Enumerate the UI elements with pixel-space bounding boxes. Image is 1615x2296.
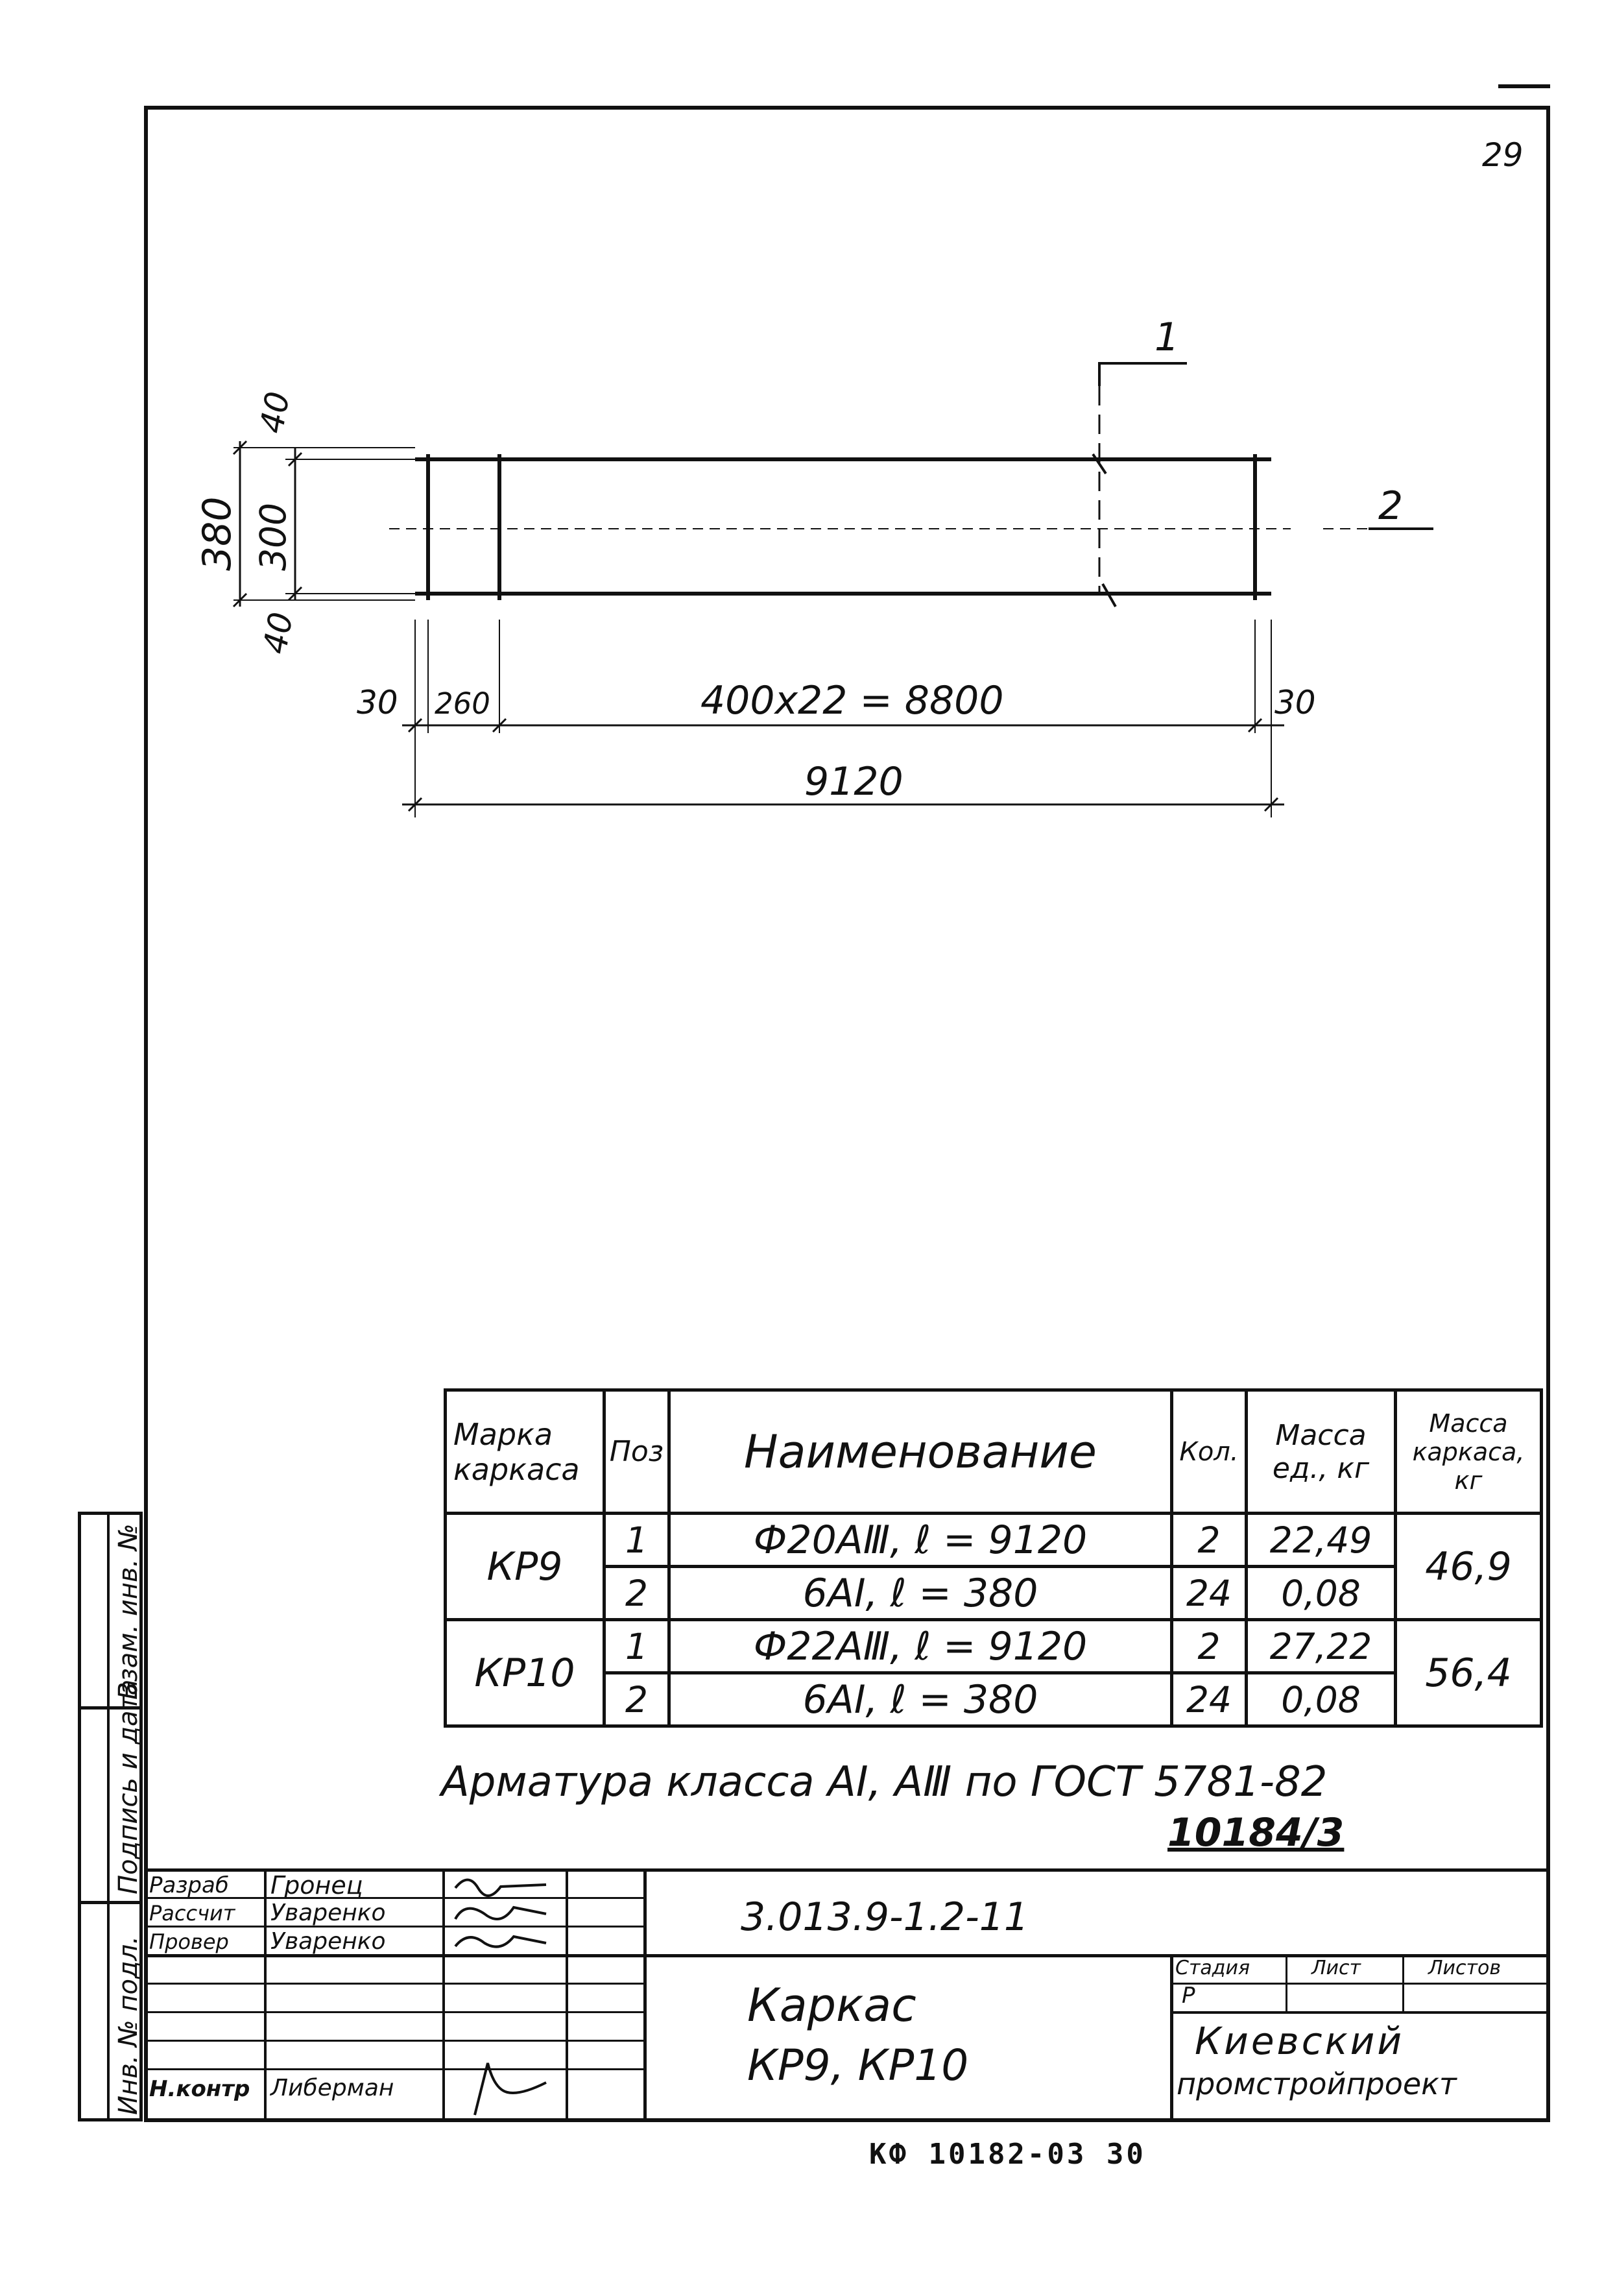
table-row [446, 1620, 1542, 1673]
row-name: Ф22АⅢ, ℓ = 9120 [669, 1620, 1172, 1673]
dim-total-length: 9120 [804, 759, 903, 804]
row-pos: 1 [604, 1514, 669, 1567]
row-qty: 24 [1172, 1567, 1247, 1620]
section-mark-label: 1 [1154, 315, 1180, 360]
role-label: Провер [149, 1929, 229, 1954]
position-mark-label: 2 [1378, 483, 1404, 529]
row-qty: 2 [1172, 1514, 1247, 1567]
header-pos: Поз [604, 1390, 669, 1514]
header-qty: Кол. [1172, 1390, 1247, 1514]
table-row [446, 1514, 1542, 1567]
header-name: Наименование [669, 1390, 1172, 1514]
reinforcement-note: Арматура класса АⅠ, АⅢ по ГОСТ 5781-82 [441, 1758, 1328, 1806]
dim-left-total: 380 [195, 496, 240, 571]
dim-spacing: 400x22 = 8800 [700, 678, 1004, 723]
row-pos: 1 [604, 1620, 669, 1673]
dim-end-left: 30 [357, 684, 398, 721]
row-name: Ф20АⅢ, ℓ = 9120 [669, 1514, 1172, 1567]
dim-left-top: 40 [252, 389, 297, 437]
row-pos: 2 [604, 1567, 669, 1620]
header-mark: Марка каркаса [446, 1390, 604, 1514]
header-mass-unit: Масса ед., кг [1247, 1390, 1396, 1514]
role-name: Гронец [270, 1871, 363, 1900]
title-block [144, 1868, 1550, 2121]
stage-label: Стадия [1175, 1957, 1250, 1979]
row-qty: 2 [1172, 1620, 1247, 1673]
stage-value: Р [1182, 1983, 1195, 2009]
row-pos: 2 [604, 1673, 669, 1726]
dim-left-mid: 300 [252, 503, 294, 571]
document-title-line1: Каркас [747, 1979, 916, 2032]
dim-end-right: 30 [1274, 684, 1316, 721]
row-mass: 0,08 [1247, 1673, 1396, 1726]
table-row [446, 1567, 1542, 1620]
row-mass-frame: 56,4 [1396, 1620, 1542, 1726]
role-name: Уваренко [270, 1928, 386, 1955]
side-inv-orig: Инв. № подл. [114, 1936, 143, 2115]
dim-first-span: 260 [435, 686, 490, 721]
spec-table [444, 1388, 1543, 1728]
header-mass-frame: Масса каркаса, кг [1396, 1390, 1542, 1514]
org-line2: промстройпроект [1177, 2066, 1457, 2101]
sheet-label: Лист [1311, 1957, 1361, 1979]
role-name: Уваренко [270, 1900, 386, 1926]
org-line1: Киевский [1195, 2019, 1405, 2063]
row-mass-frame: 46,9 [1396, 1514, 1542, 1620]
row-mass: 22,49 [1247, 1514, 1396, 1567]
row-name: 6АⅠ, ℓ = 380 [669, 1673, 1172, 1726]
row-mass: 0,08 [1247, 1567, 1396, 1620]
side-stamp [78, 1512, 143, 2121]
row-mass: 27,22 [1247, 1620, 1396, 1673]
row-mark: КР9 [446, 1514, 604, 1620]
signature-marks [449, 1868, 566, 2121]
side-sign-date: Подпись и дата [114, 1679, 143, 1894]
role-label: Н.контр [149, 2076, 250, 2102]
row-mark: КР10 [446, 1620, 604, 1726]
side-replace-inv: Взам. инв. № [114, 1523, 143, 1700]
sheet-number: 29 [1482, 136, 1524, 174]
archive-number: 10184/3 [1167, 1810, 1345, 1855]
role-label: Рассчит [149, 1901, 235, 1926]
footer-code: КФ 10182-03 30 [869, 2138, 1146, 2171]
row-name: 6АⅠ, ℓ = 380 [669, 1567, 1172, 1620]
document-code: 3.013.9-1.2-11 [741, 1894, 1029, 1940]
role-name: Либерман [270, 2075, 394, 2101]
dim-left-bottom: 40 [256, 609, 300, 657]
document-title-line2: КР9, КР10 [747, 2040, 969, 2090]
row-qty: 24 [1172, 1673, 1247, 1726]
sheets-label: Листов [1428, 1957, 1501, 1979]
frame-drawing [0, 0, 1615, 843]
table-row [446, 1673, 1542, 1726]
role-label: Разраб [149, 1872, 229, 1898]
